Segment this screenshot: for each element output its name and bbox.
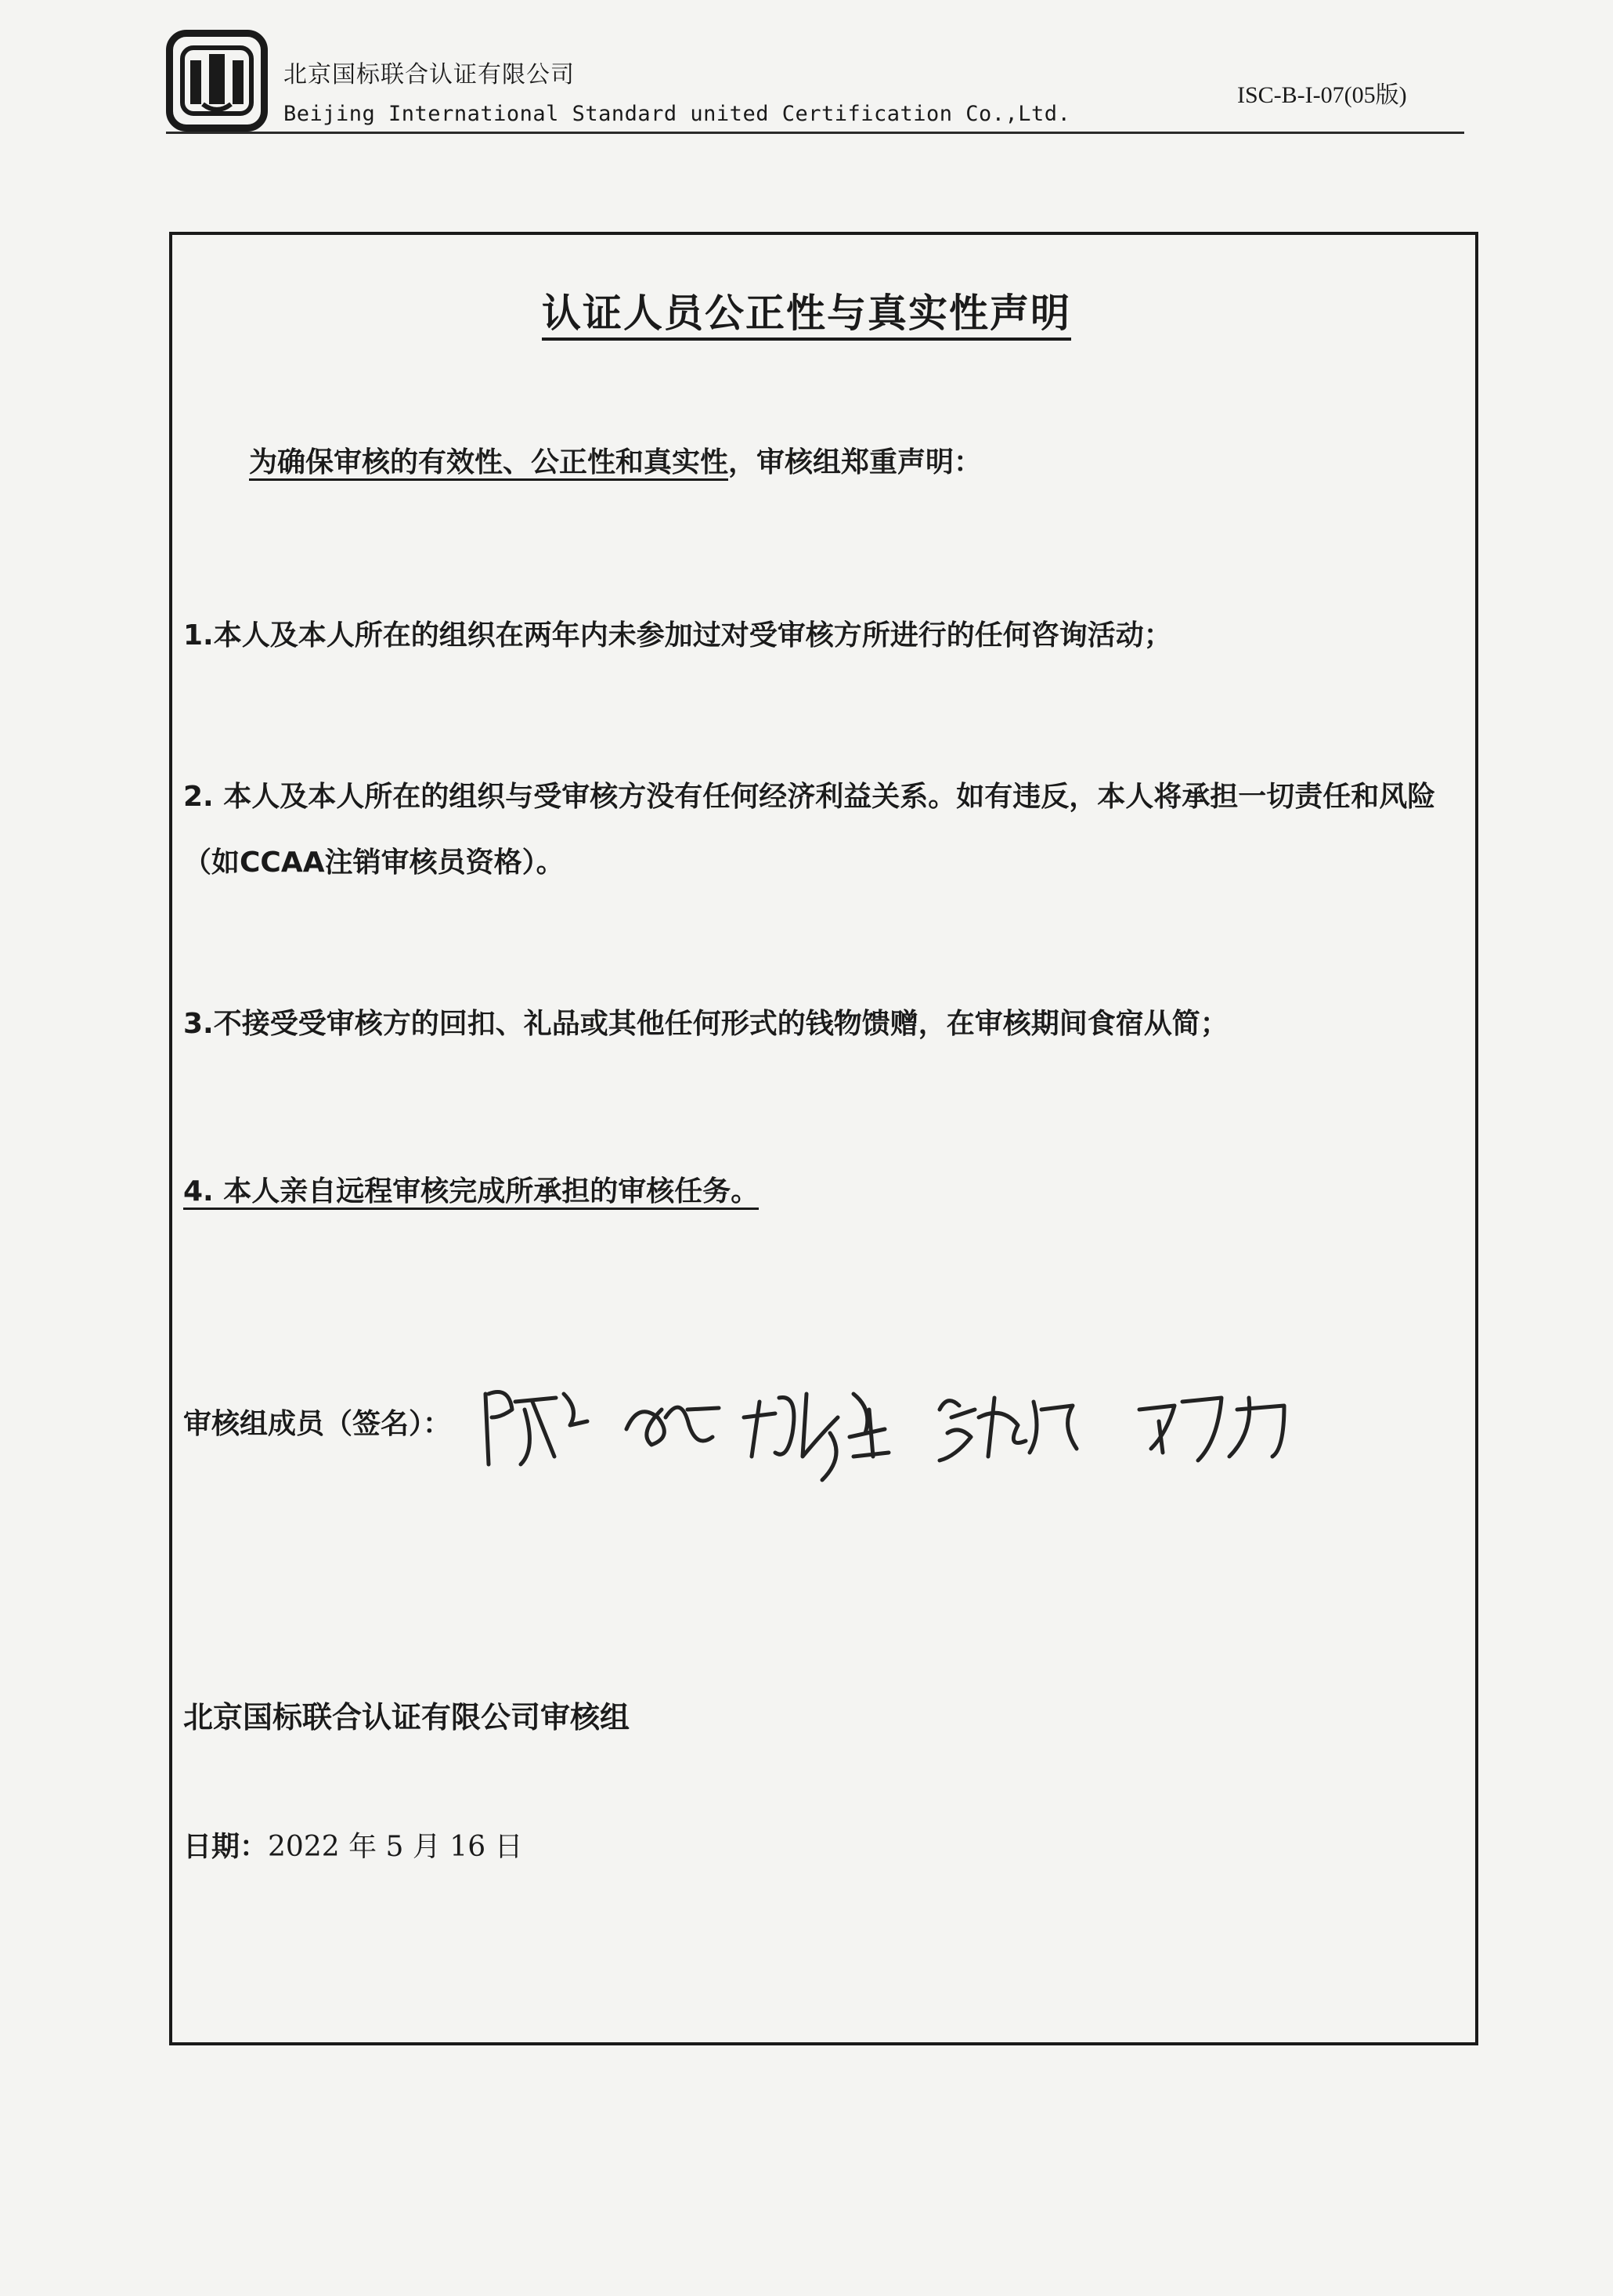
date-label: 日期： [183, 1831, 269, 1863]
declaration-item-1: 1.本人及本人所在的组织在两年内未参加过对受审核方所进行的任何咨询活动； [183, 619, 1172, 652]
form-code: ISC-B-I-07(05版) [1237, 82, 1407, 108]
header-divider [166, 132, 1464, 134]
declaration-item-3: 3.不接受受审核方的回扣、礼品或其他任何形式的钱物馈赠，在审核期间食宿从简； [183, 1008, 1229, 1040]
declaration-item-4 [183, 1159, 1467, 1225]
intro-statement [249, 440, 982, 480]
signature-label: 审核组成员（签名）： [183, 1408, 452, 1440]
date-line [183, 1825, 523, 1865]
declaration-item-4-text: 4. 本人亲自远程审核完成所承担的审核任务。 [183, 1175, 759, 1210]
date-value: 2022 年 5 月 16 日 [268, 1831, 523, 1863]
company-name-en: Beijing International Standard united Certification Co.,Ltd. [283, 102, 1071, 126]
intro-rest: ，审核组郑重声明： [728, 446, 983, 478]
document-title-text: 认证人员公正性与真实性声明 [542, 291, 1071, 341]
declaration-frame [169, 232, 1478, 2045]
intro-underlined: 为确保审核的有效性、公正性和真实性 [249, 446, 728, 481]
isc-logo-icon [166, 30, 268, 132]
audit-group-name: 北京国标联合认证有限公司审核组 [183, 1700, 630, 1735]
document-title [0, 282, 1613, 338]
company-name-cn: 北京国标联合认证有限公司 [283, 61, 575, 88]
handwritten-signatures [478, 1363, 1323, 1496]
declaration-item-2: 2. 本人及本人所在的组织与受审核方没有任何经济利益关系。如有违反，本人将承担一切责任和风险（如CCAA注销审核员资格）。 [183, 781, 1436, 879]
